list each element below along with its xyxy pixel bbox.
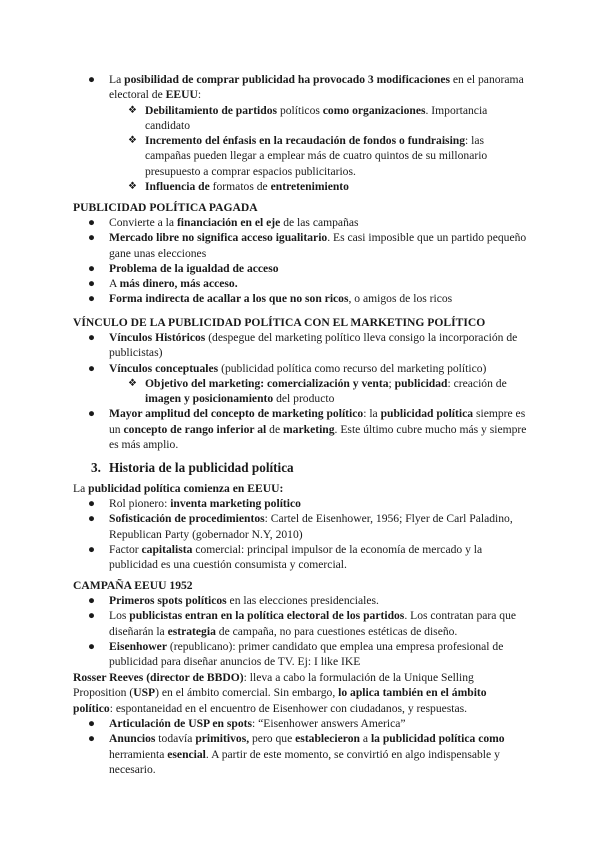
section-usp [0,716,600,777]
bullet-icon: ● [88,594,96,607]
intro-line: La publicidad política comienza en EEUU: [73,482,284,495]
rosser-reeves-paragraph: Rosser Reeves (director de BBDO): lleva a cabo la formulación de la Unique Selling Proposition (USP) en el ámbito comercial. Sin embargo, lo aplica también en el ámbito político: espontaneidad en el encuentro de Eisenhower con ciudadanos, y respuestas. [73,671,487,715]
list-item: ● Primeros spots políticos en las elecciones presidenciales. [88,594,379,607]
bullet-icon: ● [88,542,96,556]
sub-list-item: ❖ Incremento del énfasis en la recaudación de fondos o fundraising: las campañas pueden llegar a emplear más de cuatro quintos de su millonario presupuesto a comprar espacios publicitarios. [128,134,488,178]
section-heading: CAMPAÑA EEUU 1952 [73,579,193,592]
bullet-icon: ● [88,732,96,746]
bullet-icon: ● [88,512,96,526]
list-item: ● Eisenhower (republicano): primer candidato que emplea una empresa profesional de publicidad para diseñar anuncios de TV. Ej: I like IKE [88,639,504,669]
list-item: ● Mercado libre no significa acceso igualitario. Es casi imposible que un partido pequeño gane unas elecciones [88,231,527,260]
bullet-icon: ● [88,497,96,510]
list-item: ● Factor capitalista comercial: principal impulsor de la economía de mercado y la publicidad es una cuestión consumista y comercial. [88,542,483,572]
bullet-icon: ● [88,331,96,344]
bullet-icon: ● [88,73,96,86]
section-publicidad-pagada [0,215,600,307]
list-item: ● Problema de la igualdad de acceso [88,261,279,275]
bullet-icon: ● [88,717,96,730]
bullet-icon: ● [88,292,96,306]
list-item: ● Los publicistas entran en la política electoral de los partidos. Los contratan para que diseñarán la estrategia de campaña, no para cuestiones estéticas de diseño. [88,609,517,638]
section-title-text: Historia de la publicidad política [109,460,294,475]
list-item: ● Vínculos conceptuales (publicidad política como recurso del marketing político) [88,361,487,375]
bullet-icon: ● [88,609,96,623]
diamond-bullet-icon: ❖ [128,377,137,389]
bullet-icon: ● [88,277,96,291]
section-vinculo [0,330,600,452]
section-campana-1952 [0,593,600,669]
list-item: ● Vínculos Históricos (despegue del marketing político lleva consigo la incorporación de publicistas) [88,331,518,360]
bullet-icon: ● [88,261,96,275]
section-heading: VÍNCULO DE LA PUBLICIDAD POLÍTICA CON EL MARKETING POLÍTICO [73,316,486,329]
sub-list-item: ❖ Debilitamiento de partidos políticos como organizaciones. Importancia candidato [128,103,488,132]
diamond-bullet-icon: ❖ [128,135,137,147]
bullet-icon: ● [88,407,96,421]
diamond-bullet-icon: ❖ [128,104,137,116]
bullet-icon: ● [88,639,96,653]
list-item: ● Anuncios todavía primitivos, pero que establecieron a la publicidad política como herramienta esencial. A partir de este momento, se convirtió en algo indispensable y necesario. [88,732,505,776]
section-historia [0,496,600,572]
bullet-icon: ● [88,231,96,245]
list-item: ● La posibilidad de comprar publicidad ha provocado 3 modificaciones en el panorama electoral de EEUU: [88,73,524,102]
section-number: 3. [91,460,101,475]
section-heading: PUBLICIDAD POLÍTICA PAGADA [73,201,258,214]
diamond-bullet-icon: ❖ [128,181,137,193]
list-item: ● Articulación de USP en spots: “Eisenhower answers America” [88,717,406,730]
sub-list-item: ❖ Objetivo del marketing: comercialización y venta; publicidad: creación de imagen y posicionamiento del producto [128,376,507,406]
list-item: ● Mayor amplitud del concepto de marketing político: la publicidad política siempre es un concepto de rango inferior al de marketing. Este último cubre mucho más y siempre es más amplio. [88,407,527,452]
list-item: ● A más dinero, más acceso. [88,277,238,291]
list-item: ● Rol pionero: inventa marketing político [88,497,301,510]
list-item: ● Sofisticación de procedimientos: Cartel de Eisenhower, 1956; Flyer de Carl Paladino, Republican Party (gobernador N.Y, 2010) [88,512,513,541]
list-item: ● Forma indirecta de acallar a los que no son ricos, o amigos de los ricos [88,292,453,306]
section-modificaciones [0,72,600,194]
sub-list-item: ❖ Influencia de formatos de entretenimiento [128,180,349,194]
bullet-icon: ● [88,361,96,375]
list-item: ● Convierte a la financiación en el eje de las campañas [88,216,359,229]
bullet-icon: ● [88,216,96,229]
